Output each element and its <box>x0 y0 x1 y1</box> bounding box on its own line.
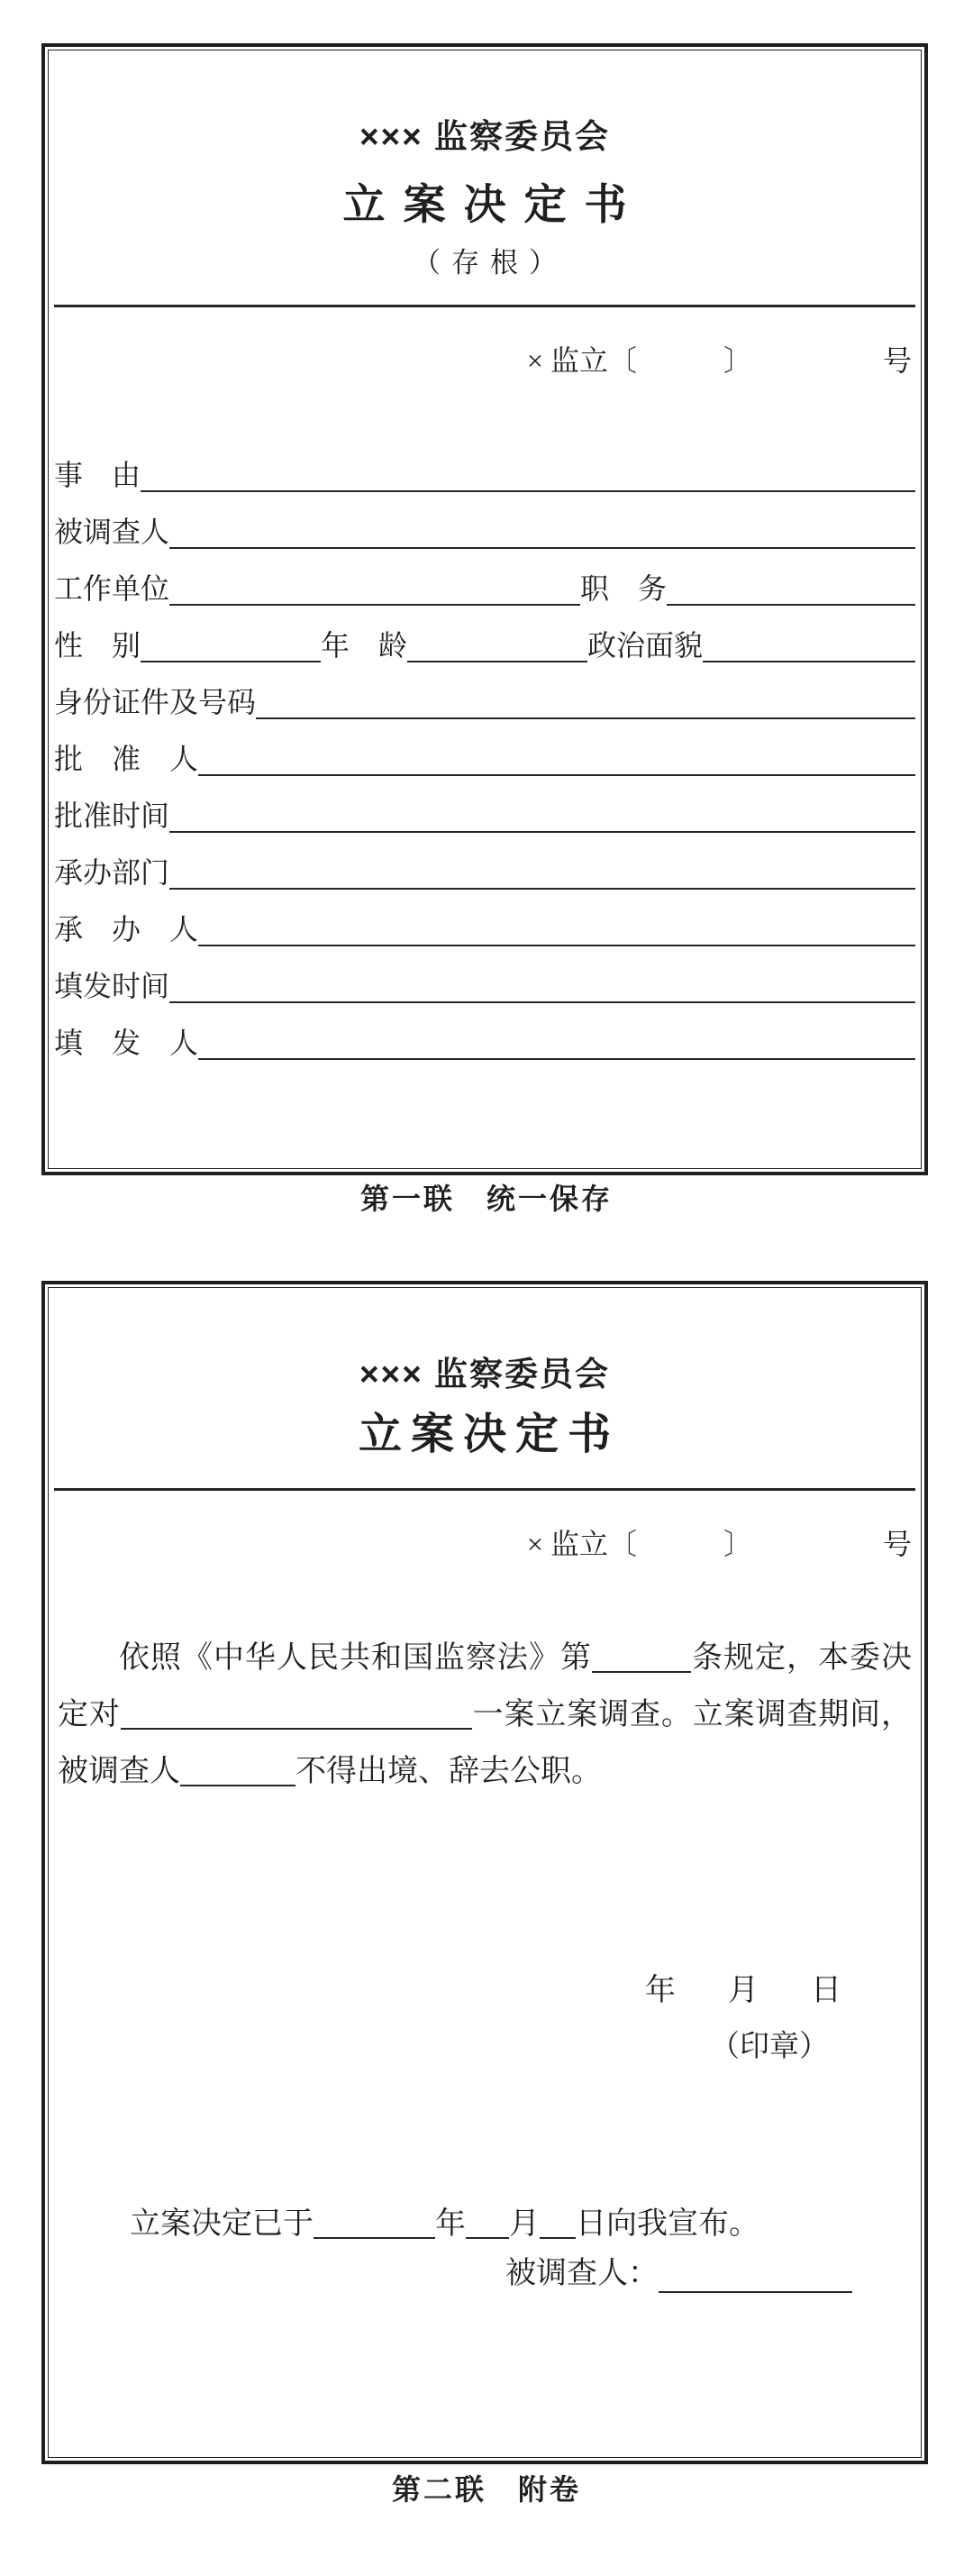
blank-line <box>198 1003 915 1060</box>
decision-body-paragraph <box>58 1630 912 1800</box>
field-row-approver <box>54 719 915 776</box>
blank-line <box>169 492 915 549</box>
text-run: 年 <box>435 2206 466 2241</box>
doc-number-suffix: 号 <box>882 1527 912 1560</box>
signature-label: 被调查人： <box>505 2256 659 2290</box>
blank-line <box>703 606 915 662</box>
blank-line <box>198 719 915 776</box>
blank-line <box>141 435 915 492</box>
field-label: 工作单位 <box>54 571 170 605</box>
signature-line <box>54 2256 915 2293</box>
blank-line <box>169 833 915 890</box>
field-label: 填发时间 <box>54 969 170 1002</box>
text-run: 日向我宣布。 <box>576 2206 759 2241</box>
blank-line <box>540 2208 576 2239</box>
field-label: 批 准 人 <box>54 742 199 775</box>
stub-subtitle: （存根） <box>413 246 568 279</box>
blank-line <box>407 606 587 662</box>
field-label: 填 发 人 <box>54 1026 199 1059</box>
field-label: 承 办 人 <box>54 912 199 945</box>
blank-line <box>169 946 915 1003</box>
field-label: 职 务 <box>580 571 668 605</box>
field-label: 政治面貌 <box>587 628 704 662</box>
field-label: 事 由 <box>54 458 141 491</box>
seal-placeholder: （印章） <box>710 2031 829 2064</box>
field-label: 承办部门 <box>54 855 170 889</box>
blank-line <box>466 2208 509 2239</box>
stub-doc-number-line <box>54 343 915 378</box>
blank-line <box>169 776 915 833</box>
stub-field-list <box>54 435 915 1060</box>
notice-sheet <box>48 1287 922 2458</box>
field-label: 被调查人 <box>54 515 170 548</box>
blank-line <box>198 890 915 946</box>
notice-org-name: ××× 监察委员会 <box>359 1356 611 1393</box>
notice-header-rule <box>54 1488 915 1491</box>
stub-sheet <box>48 50 922 1169</box>
doc-number-prefix: × 监立〔 〕 <box>526 1527 752 1560</box>
stub-doc-title: 立案决定书 <box>342 182 645 230</box>
field-row-investigated-person <box>54 492 915 549</box>
field-row-issuer <box>54 1003 915 1060</box>
blank-line <box>169 549 580 606</box>
field-label: 批准时间 <box>54 799 170 832</box>
doc-number-prefix: × 监立〔 〕 <box>526 343 752 377</box>
blank-line <box>121 1699 472 1730</box>
text-run: 月 <box>509 2206 540 2241</box>
text-run: 立案决定已于 <box>130 2206 314 2241</box>
stub-header-rule <box>54 305 915 307</box>
text-run: 一案立案调查。立案调查期间，被调查人 <box>58 1698 912 1789</box>
blank-line <box>667 549 915 606</box>
field-row-handling-department <box>54 833 915 890</box>
blank-line <box>180 1756 296 1786</box>
text-run: 依照《中华人民共和国监察法》第 <box>119 1641 592 1676</box>
field-row-cause <box>54 435 915 492</box>
notice-doc-title: 立案决定书 <box>358 1411 620 1459</box>
stub-org-name: ××× 监察委员会 <box>359 118 611 155</box>
field-row-id-number <box>54 662 915 719</box>
notice-sheet-footer: 第二联 附卷 <box>391 2473 581 2506</box>
field-row-gender-age-politics <box>54 606 915 662</box>
blank-line <box>592 1642 691 1673</box>
blank-line <box>256 662 915 719</box>
announcement-line <box>130 2201 912 2247</box>
date-line: 年 月 日 <box>645 1974 852 2008</box>
field-row-issue-time <box>54 946 915 1003</box>
text-run: 不得出境、辞去公职。 <box>296 1755 602 1789</box>
blank-line <box>314 2208 435 2239</box>
field-label: 性 别 <box>54 628 141 662</box>
field-row-approval-time <box>54 776 915 833</box>
notice-sheet-border <box>41 1281 928 2464</box>
stub-sheet-border <box>41 43 928 1175</box>
notice-doc-number-line <box>54 1527 915 1561</box>
blank-line <box>659 2259 852 2292</box>
field-row-work-unit-position <box>54 549 915 606</box>
blank-line <box>141 606 321 662</box>
field-label: 身份证件及号码 <box>54 685 257 718</box>
text-run: 条规定，本委决定对 <box>58 1641 912 1732</box>
field-row-handler <box>54 890 915 946</box>
stub-sheet-footer: 第一联 统一保存 <box>359 1183 613 1215</box>
doc-number-suffix: 号 <box>882 343 912 377</box>
field-label: 年 龄 <box>321 628 408 662</box>
